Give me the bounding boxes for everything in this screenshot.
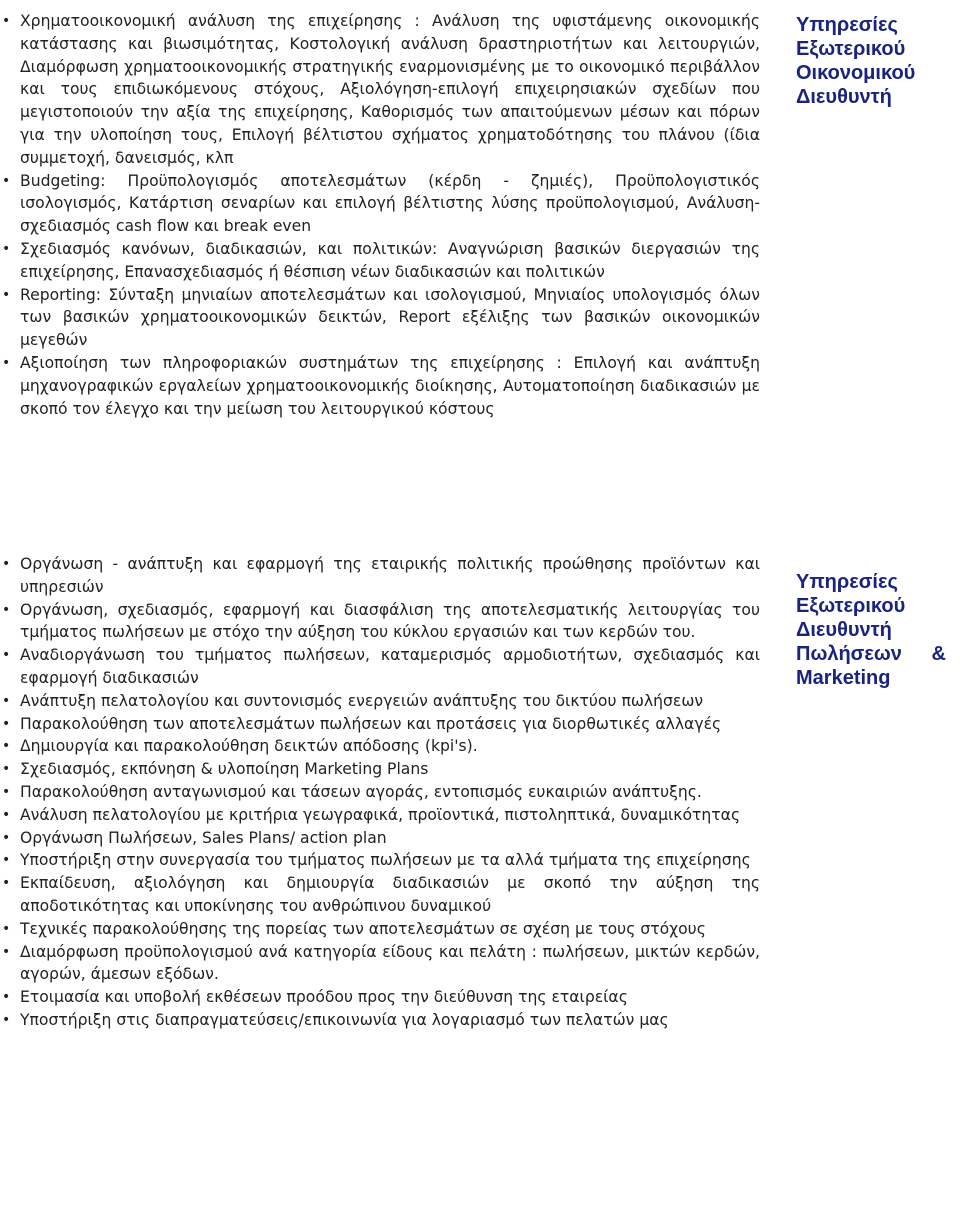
list-item: • Εκπαίδευση, αξιολόγηση και δημιουργία διαδικασιών με σκοπό την αύξηση της αποδοτικότητας και υποκίνησης του ανθρώπινου δυναμικού (0, 872, 760, 918)
heading-line: Εξωτερικού (796, 38, 906, 60)
list-item: • Οργάνωση, σχεδιασμός, εφαρμογή και διασφάλιση της αποτελεσματικής λειτουργίας του τμήματος πωλήσεων με στόχο την αύξηση του κύκλου εργασιών και των κερδών του. (0, 599, 760, 645)
heading-line: Διευθυντή (796, 619, 892, 641)
section-heading (796, 570, 946, 690)
list-item: • Ετοιμασία και υποβολή εκθέσεων προόδου προς την διεύθυνση της εταιρείας (0, 986, 760, 1009)
list-item: • Οργάνωση - ανάπτυξη και εφαρμογή της εταιρικής πολιτικής προώθησης προϊόντων και υπηρεσιών (0, 553, 760, 599)
heading-line: Εξωτερικού (796, 595, 906, 617)
heading-line: Διευθυντή (796, 86, 892, 108)
list-item: • Υποστήριξη στην συνεργασία του τμήματος πωλήσεων με τα αλλά τμήματα της επιχείρησης (0, 849, 760, 872)
list-item: • Budgeting: Προϋπολογισμός αποτελεσμάτων (κέρδη - ζημιές), Προϋπολογιστικός ισολογισμός, Κατάρτιση σεναρίων και επιλογή βέλτιστης λύσης προϋπολογισμού, Ανάλυση-σχεδιασμός cash flow και break even (0, 170, 760, 238)
list-item: • Παρακολούθηση ανταγωνισμού και τάσεων αγοράς, εντοπισμός ευκαιριών ανάπτυξης. (0, 781, 760, 804)
list-item: • Χρηματοοικονομική ανάλυση της επιχείρησης : Ανάλυση της υφιστάμενης οικονομικής κατάστασης και βιωσιμότητας, Κοστολογική ανάλυση δραστηριοτήτων και λειτουργιών, Διαμόρφωση χρηματοοικονομικής στρατηγικής εναρμονισμένης με το οικονομικό περιβάλλον και τους επιδιωκόμενους στόχους, Αξιολόγηση-επιλογή επιχειρησιακών σχεδίων που μεγιστοποιούν την αξία της επιχείρησης, Καθορισμός των απαιτούμενων μέσων και πόρων για την υλοποίηση τους, Επιλογή βέλτιστου σχήματος χρηματοδότησης του πλάνου (ίδια συμμετοχή, δανεισμός, κλπ (0, 10, 760, 170)
list-item: • Ανάλυση πελατολογίου με κριτήρια γεωγραφικά, προϊοντικά, πιστοληπτικά, δυναμικότητας (0, 804, 760, 827)
list-item: • Οργάνωση Πωλήσεων, Sales Plans/ action plan (0, 827, 760, 850)
heading-line: Υπηρεσίες (796, 571, 898, 593)
list-item: • Αναδιοργάνωση του τμήματος πωλήσεων, καταμερισμός αρμοδιοτήτων, σχεδιασμός και εφαρμογή διαδικασιών (0, 644, 760, 690)
list-item: • Τεχνικές παρακολούθησης της πορείας των αποτελεσμάτων σε σχέση με τους στόχους (0, 918, 760, 941)
heading-line: Πωλήσεων & (796, 643, 946, 665)
list-item: • Αξιοποίηση των πληροφοριακών συστημάτων της επιχείρησης : Επιλογή και ανάπτυξη μηχανογραφικών εργαλείων χρηματοοικονομικής διοίκησης, Αυτοματοποίηση διαδικασιών με σκοπό τον έλεγχο και την μείωση του λειτουργικού κόστους (0, 352, 760, 420)
list-item: • Παρακολούθηση των αποτελεσμάτων πωλήσεων και προτάσεις για διορθωτικές αλλαγές (0, 713, 760, 736)
list-item: • Ανάπτυξη πελατολογίου και συντονισμός ενεργειών ανάπτυξης του δικτύου πωλήσεων (0, 690, 760, 713)
section-heading (796, 13, 946, 109)
list-item: • Σχεδιασμός, εκπόνηση & υλοποίηση Marketing Plans (0, 758, 760, 781)
financial-services-list (0, 10, 760, 420)
heading-line: Οικονομικού (796, 62, 916, 84)
list-item: • Δημιουργία και παρακολούθηση δεικτών απόδοσης (kpi's). (0, 735, 760, 758)
list-item: • Διαμόρφωση προϋπολογισμού ανά κατηγορία είδους και πελάτη : πωλήσεων, μικτών κερδών, αγορών, άμεσων εξόδων. (0, 941, 760, 987)
list-item: • Reporting: Σύνταξη μηνιαίων αποτελεσμάτων και ισολογισμού, Μηνιαίος υπολογισμός όλων των βασικών χρηματοοικονομικών δεικτών, Report εξέλιξης των βασικών οικονομικών μεγεθών (0, 284, 760, 352)
list-item: • Σχεδιασμός κανόνων, διαδικασιών, και πολιτικών: Αναγνώριση βασικών διεργασιών της επιχείρησης, Επανασχεδιασμός ή θέσπιση νέων διαδικασιών και πολιτικών (0, 238, 760, 284)
heading-line: Marketing (796, 667, 891, 689)
list-item: • Υποστήριξη στις διαπραγματεύσεις/επικοινωνία για λογαριασμό των πελατών μας (0, 1009, 760, 1032)
sales-services-list (0, 553, 760, 1032)
heading-line: Υπηρεσίες (796, 14, 898, 36)
